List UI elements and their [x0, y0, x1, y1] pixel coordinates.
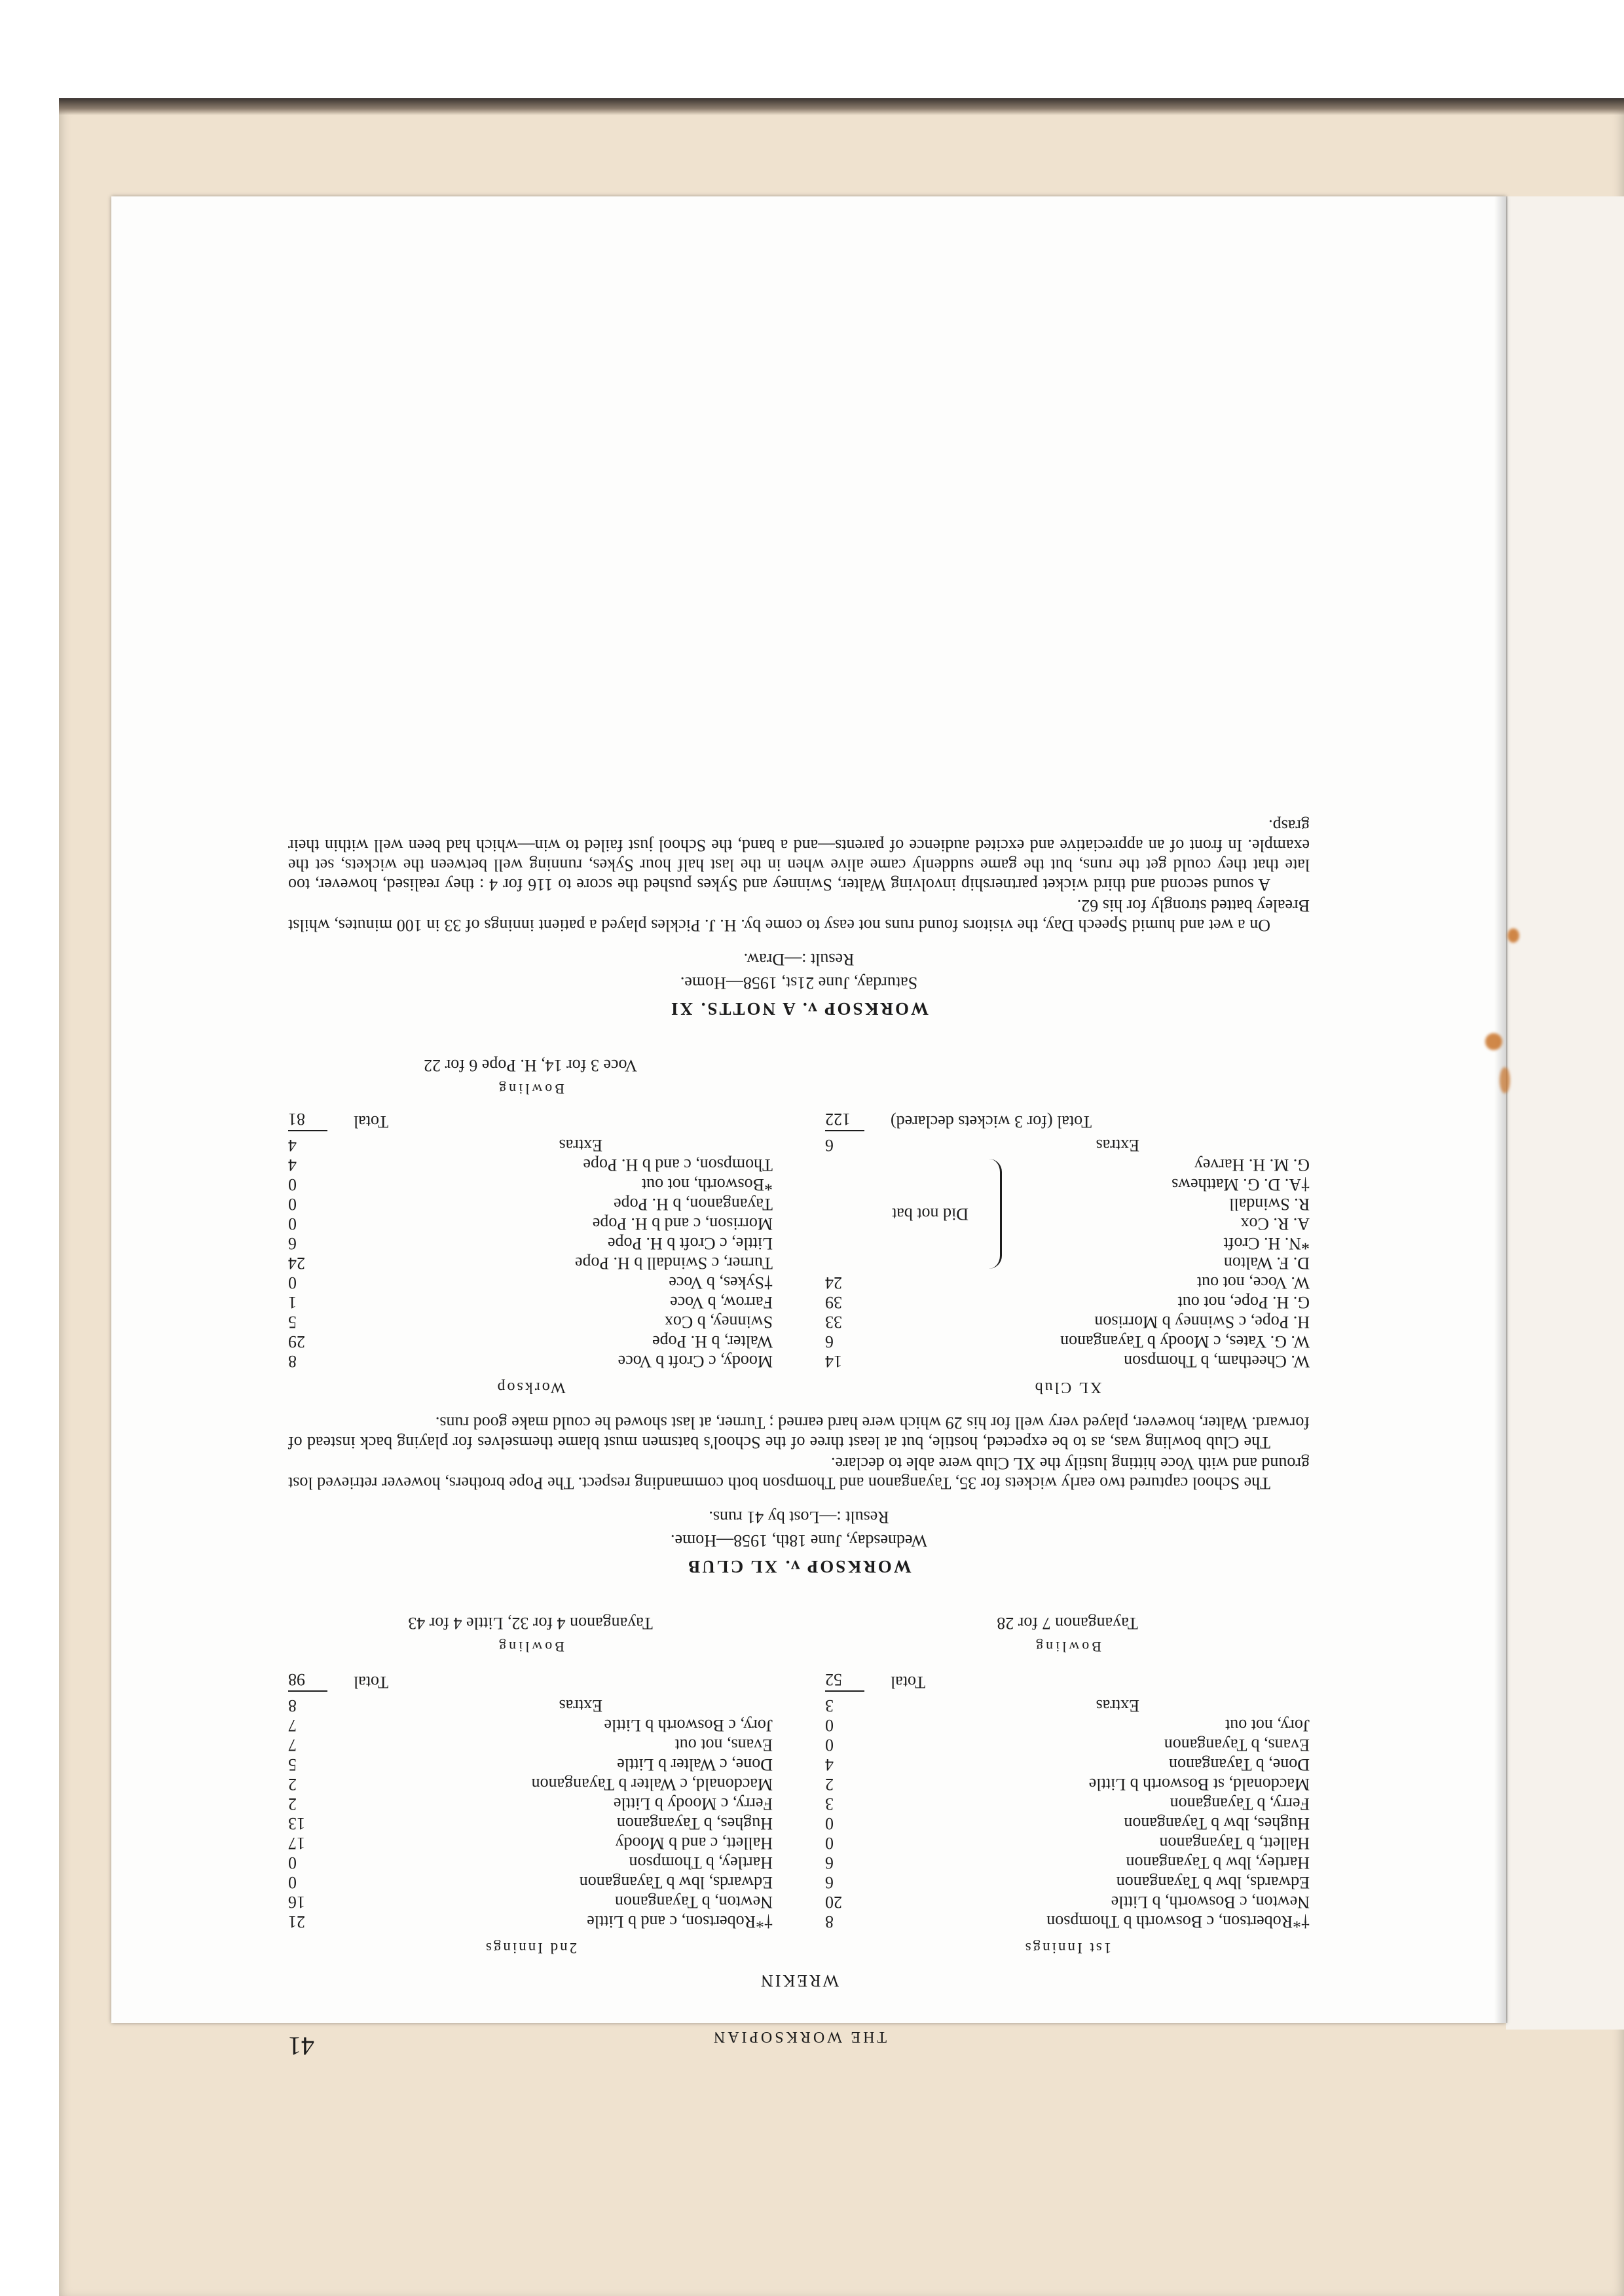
match-report-paragraph: The School captured two early wickets for 35, Tayanganon and Thompson both commanding respect. The Pope brothers, however retrieved lost ground and with Voce hitting lustily the XL Club were able to declare. — [288, 1454, 1310, 1493]
runs: 33 — [825, 1313, 842, 1332]
runs: 0 — [825, 1736, 834, 1755]
runs: 4 — [288, 1136, 297, 1155]
batting-row — [288, 1794, 773, 1813]
runs: 0 — [288, 1273, 297, 1292]
runs: 8 — [288, 1352, 297, 1371]
bowling-heading: Bowling — [1033, 1639, 1101, 1655]
batsman: Edwards, lbw b Tayanganon — [579, 1873, 773, 1892]
total-row — [288, 1669, 773, 1692]
running-head — [288, 2016, 1310, 2061]
runs: 1 — [288, 1293, 297, 1312]
batting-row — [825, 1332, 1310, 1351]
batsman: Ferry, c Moody b Little — [613, 1795, 773, 1813]
extras-row — [825, 1696, 1310, 1715]
runs: 8 — [825, 1912, 834, 1931]
batsman: Hughes, b Tayanganon — [616, 1814, 773, 1833]
batting-row — [288, 1853, 773, 1872]
extras-label: Extras — [1096, 1696, 1139, 1715]
runs: 7 — [288, 1736, 297, 1755]
dnb-player: R. Swindall — [1229, 1195, 1310, 1214]
batting-list — [825, 1696, 1310, 1931]
batting-row — [825, 1715, 1310, 1735]
xl-club-scorecard — [288, 1055, 1310, 1404]
bowling-heading: Bowling — [496, 1081, 564, 1097]
innings-heading: 2nd Innings — [483, 1940, 578, 1956]
runs: 0 — [825, 1716, 834, 1735]
batting-row — [825, 1273, 1310, 1292]
batting-row — [825, 1892, 1310, 1912]
batting-row — [825, 1813, 1310, 1833]
batting-row — [825, 1833, 1310, 1853]
bowling-innings-2 — [288, 1613, 773, 1656]
bowling-heading: Bowling — [496, 1639, 564, 1655]
runs: 4 — [288, 1156, 297, 1175]
runs: 24 — [825, 1273, 842, 1292]
runs: 29 — [288, 1332, 305, 1351]
batsman: Ferry, b Tayanganon — [1170, 1795, 1310, 1813]
runs: 2 — [288, 1795, 297, 1813]
match-report-paragraph: A sound second and third wicket partnership involving Walter, Swinney and Sykes pushed the score to 116 for 4 : they realised, however, too late that they could get the runs, but the game suddenly came alive when in the last half hour Sykes, running well between the wickets, set the example. In front of an appreciative and excited audience of parents—and a band, the School just failed to win—which had been well within their grasp. — [288, 816, 1310, 894]
dnb-player: D. F. Walton — [1223, 1254, 1310, 1273]
runs: 0 — [825, 1814, 834, 1833]
total-value: 122 — [825, 1109, 864, 1131]
stain-mark — [1507, 928, 1519, 943]
total-row — [288, 1109, 773, 1131]
match-date: Saturday, June 21st, 1958—Home. — [680, 974, 918, 993]
batting-row — [288, 1351, 773, 1371]
batting-row — [288, 1833, 773, 1853]
adjacent-page-edge — [1506, 196, 1624, 2030]
wrekin-bowling — [288, 1613, 1310, 1656]
batsman: †*Robertson, c and b Little — [587, 1912, 773, 1931]
runs: 6 — [825, 1332, 834, 1351]
runs: 39 — [825, 1293, 842, 1312]
match-title: WORKSOP v. A NOTTS. XI — [669, 999, 929, 1019]
runs: 6 — [825, 1136, 834, 1155]
runs: 5 — [288, 1755, 297, 1774]
match-date: Wednesday, June 18th, 1958—Home. — [671, 1531, 927, 1550]
extras-label: Extras — [559, 1696, 602, 1715]
batsman: Newton, b Tayanganon — [614, 1893, 773, 1912]
page-content — [288, 367, 1310, 2061]
batsman: Done, b Tayanganon — [1168, 1755, 1310, 1774]
wrekin-innings-1 — [825, 1669, 1310, 1958]
batsman: Morrison, c and b H. Pope — [592, 1214, 773, 1233]
extras-row — [288, 1696, 773, 1715]
batting-row — [825, 1872, 1310, 1892]
bowling-figures: Voce 3 for 14, H. Pope 6 for 22 — [424, 1056, 637, 1075]
batting-row — [288, 1813, 773, 1833]
batsman: Evans, b Tayanganon — [1164, 1736, 1310, 1755]
batting-row — [825, 1292, 1310, 1312]
worksop-batting — [288, 1055, 773, 1404]
batting-row — [288, 1892, 773, 1912]
batting-row — [288, 1273, 773, 1292]
batsman: Hartley, lbw b Tayanganon — [1126, 1853, 1310, 1872]
batsman: Macdonald, st Bosworth b Little — [1088, 1775, 1310, 1794]
batsman: Thompson, c and b H. Pope — [583, 1156, 773, 1175]
match-title: WORKSOP v. XL CLUB — [686, 1557, 912, 1576]
runs: 4 — [825, 1755, 834, 1774]
runs: 0 — [825, 1834, 834, 1853]
stain-mark — [1485, 1033, 1502, 1050]
batting-row — [288, 1233, 773, 1253]
batting-row — [825, 1912, 1310, 1931]
wrekin-heading: WREKIN — [759, 1971, 839, 1990]
dnb-player: A. R. Cox — [1240, 1214, 1310, 1233]
runs: 6 — [825, 1853, 834, 1872]
batsman: Macdonald, c Walter b Tayanganon — [531, 1775, 773, 1794]
batting-row — [288, 1735, 773, 1755]
batsman: Jory, c Bosworth b Little — [604, 1716, 773, 1735]
total-row — [825, 1109, 1310, 1131]
batsman: H. Pope, c Swinney b Morrison — [1094, 1313, 1310, 1332]
batting-row — [288, 1175, 773, 1194]
runs: 14 — [825, 1352, 842, 1371]
xl-club-batting — [825, 1055, 1310, 1404]
total-value: 52 — [825, 1669, 864, 1692]
batsman: Walter, b H. Pope — [652, 1332, 773, 1351]
extras-row — [288, 1135, 773, 1155]
bowling-innings-1 — [825, 1613, 1310, 1656]
batting-row — [825, 1794, 1310, 1813]
runs: 0 — [288, 1873, 297, 1892]
worksop-bowling — [288, 1055, 773, 1099]
batsman: Evans, not out — [674, 1736, 773, 1755]
stain-mark — [1500, 1067, 1510, 1093]
batsman: Newton, c Bosworth, b Little — [1111, 1893, 1310, 1912]
total-label: Total — [354, 1673, 389, 1692]
extras-label: Extras — [559, 1136, 602, 1155]
batsman: *Bosworth, not out — [641, 1175, 773, 1194]
batting-row — [288, 1214, 773, 1233]
runs: 5 — [288, 1313, 297, 1332]
innings-heading: 1st Innings — [1023, 1940, 1112, 1956]
runs: 16 — [288, 1893, 305, 1912]
dnb-player: G. M. H. Harvey — [1194, 1156, 1310, 1175]
batsman: W. G. Yates, c Moody b Tayanganon — [1060, 1332, 1310, 1351]
total-label: Total (for 3 wickets declared) — [891, 1112, 1092, 1131]
batsman: Farrow, b Voce — [670, 1293, 773, 1312]
batsman: G. H. Pope, not out — [1177, 1293, 1310, 1312]
batsman: Turner, c Swindall b H. Pope — [574, 1254, 773, 1273]
runs: 0 — [288, 1853, 297, 1872]
bowling-figures: Tayanganon 7 for 28 — [997, 1614, 1138, 1633]
did-not-bat-group — [825, 1155, 1310, 1273]
batsman: Hartley, b Thompson — [629, 1853, 773, 1872]
batsman: Swinney, b Cox — [664, 1313, 773, 1332]
batting-row — [288, 1194, 773, 1214]
batting-row — [288, 1912, 773, 1931]
page-number: 41 — [288, 2032, 314, 2061]
extras-label: Extras — [1096, 1136, 1139, 1155]
batting-row — [288, 1715, 773, 1735]
batting-row — [288, 1872, 773, 1892]
runs: 24 — [288, 1254, 305, 1273]
runs: 6 — [825, 1873, 834, 1892]
runs: 13 — [288, 1814, 305, 1833]
match-result: Result :—Draw. — [743, 950, 855, 969]
batting-row — [825, 1774, 1310, 1794]
batting-row — [825, 1312, 1310, 1332]
did-not-bat-label: Did not bat — [892, 1205, 969, 1224]
total-row — [825, 1669, 1310, 1692]
batting-row — [825, 1351, 1310, 1371]
batting-row — [288, 1253, 773, 1273]
batsman: Hughes, lbw b Tayanganon — [1124, 1814, 1310, 1833]
runs: 0 — [288, 1214, 297, 1233]
runs: 21 — [288, 1912, 305, 1931]
batsman: Jory, not out — [1225, 1716, 1310, 1735]
runs: 6 — [288, 1234, 297, 1253]
bowling-figures: Tayanganon 4 for 32, Little 4 for 43 — [408, 1614, 653, 1633]
brace-mark — [982, 1159, 1002, 1269]
team-heading: XL Club — [1033, 1379, 1102, 1396]
batsman: Done, c Walter b Little — [617, 1755, 773, 1774]
batting-row — [825, 1853, 1310, 1872]
batsman: †*Robertson, c Bosworth b Thompson — [1046, 1912, 1310, 1931]
batsman: W. Cheetham, b Thompson — [1124, 1352, 1310, 1371]
runs: 7 — [288, 1716, 297, 1735]
batting-row — [288, 1312, 773, 1332]
total-label: Total — [354, 1112, 389, 1131]
batsman: Hallett, b Tayanganon — [1159, 1834, 1310, 1853]
batsman: Edwards, lbw b Tayanganon — [1116, 1873, 1310, 1892]
runs: 2 — [288, 1775, 297, 1794]
match-report-paragraph: The Club bowling was, as to be expected, hostile, but at least three of the School's batsmen must blame themselves for playing back instead of forward. Walter, however, played very well for his 29 which were hard earned ; Turner, at last showed he could make good runs. — [288, 1413, 1310, 1452]
runs: 0 — [288, 1195, 297, 1214]
batsman: Moody, c Croft b Voce — [618, 1352, 773, 1371]
wrekin-innings-2 — [288, 1669, 773, 1958]
batting-row — [288, 1292, 773, 1312]
total-value: 81 — [288, 1109, 327, 1131]
batsman: †Sykes, b Voce — [669, 1273, 773, 1292]
batsman: Tayanganon, b H. Pope — [614, 1195, 773, 1214]
batting-row — [288, 1332, 773, 1351]
batting-row — [288, 1755, 773, 1774]
batting-row — [288, 1774, 773, 1794]
scan-top-shadow — [59, 98, 1624, 115]
total-label: Total — [891, 1673, 926, 1692]
batting-list — [288, 1696, 773, 1931]
batsman: Hallett, c and b Moody — [615, 1834, 773, 1853]
team-heading: Worksop — [495, 1379, 566, 1396]
batting-row — [825, 1755, 1310, 1774]
dnb-player: †A. D. G. Matthews — [1172, 1175, 1310, 1194]
runs: 3 — [825, 1795, 834, 1813]
runs: 17 — [288, 1834, 305, 1853]
extras-row — [825, 1135, 1310, 1155]
dnb-player: *N. H. Croft — [1223, 1234, 1310, 1253]
runs: 8 — [288, 1696, 297, 1715]
match-report-paragraph: On a wet and humid Speech Day, the visitors found runs not easy to come by. H. J. Pickles played a patient innings of 33 in 100 minutes, whilst Brealey batted strongly for his 62. — [288, 896, 1310, 935]
wrekin-scorecard — [288, 1669, 1310, 1958]
match-result: Result :—Lost by 41 runs. — [709, 1508, 889, 1527]
did-not-bat-names — [1002, 1155, 1310, 1273]
running-title: THE WORKSOPIAN — [710, 2028, 887, 2045]
runs: 20 — [825, 1893, 842, 1912]
total-value: 98 — [288, 1669, 327, 1692]
runs: 3 — [825, 1696, 834, 1715]
batting-row — [825, 1735, 1310, 1755]
batsman: Little, c Croft b H. Pope — [607, 1234, 773, 1253]
runs: 0 — [288, 1175, 297, 1194]
runs: 2 — [825, 1775, 834, 1794]
batsman: W. Voce, not out — [1196, 1273, 1310, 1292]
spine-shadow — [1494, 196, 1507, 2023]
batting-row — [288, 1155, 773, 1175]
